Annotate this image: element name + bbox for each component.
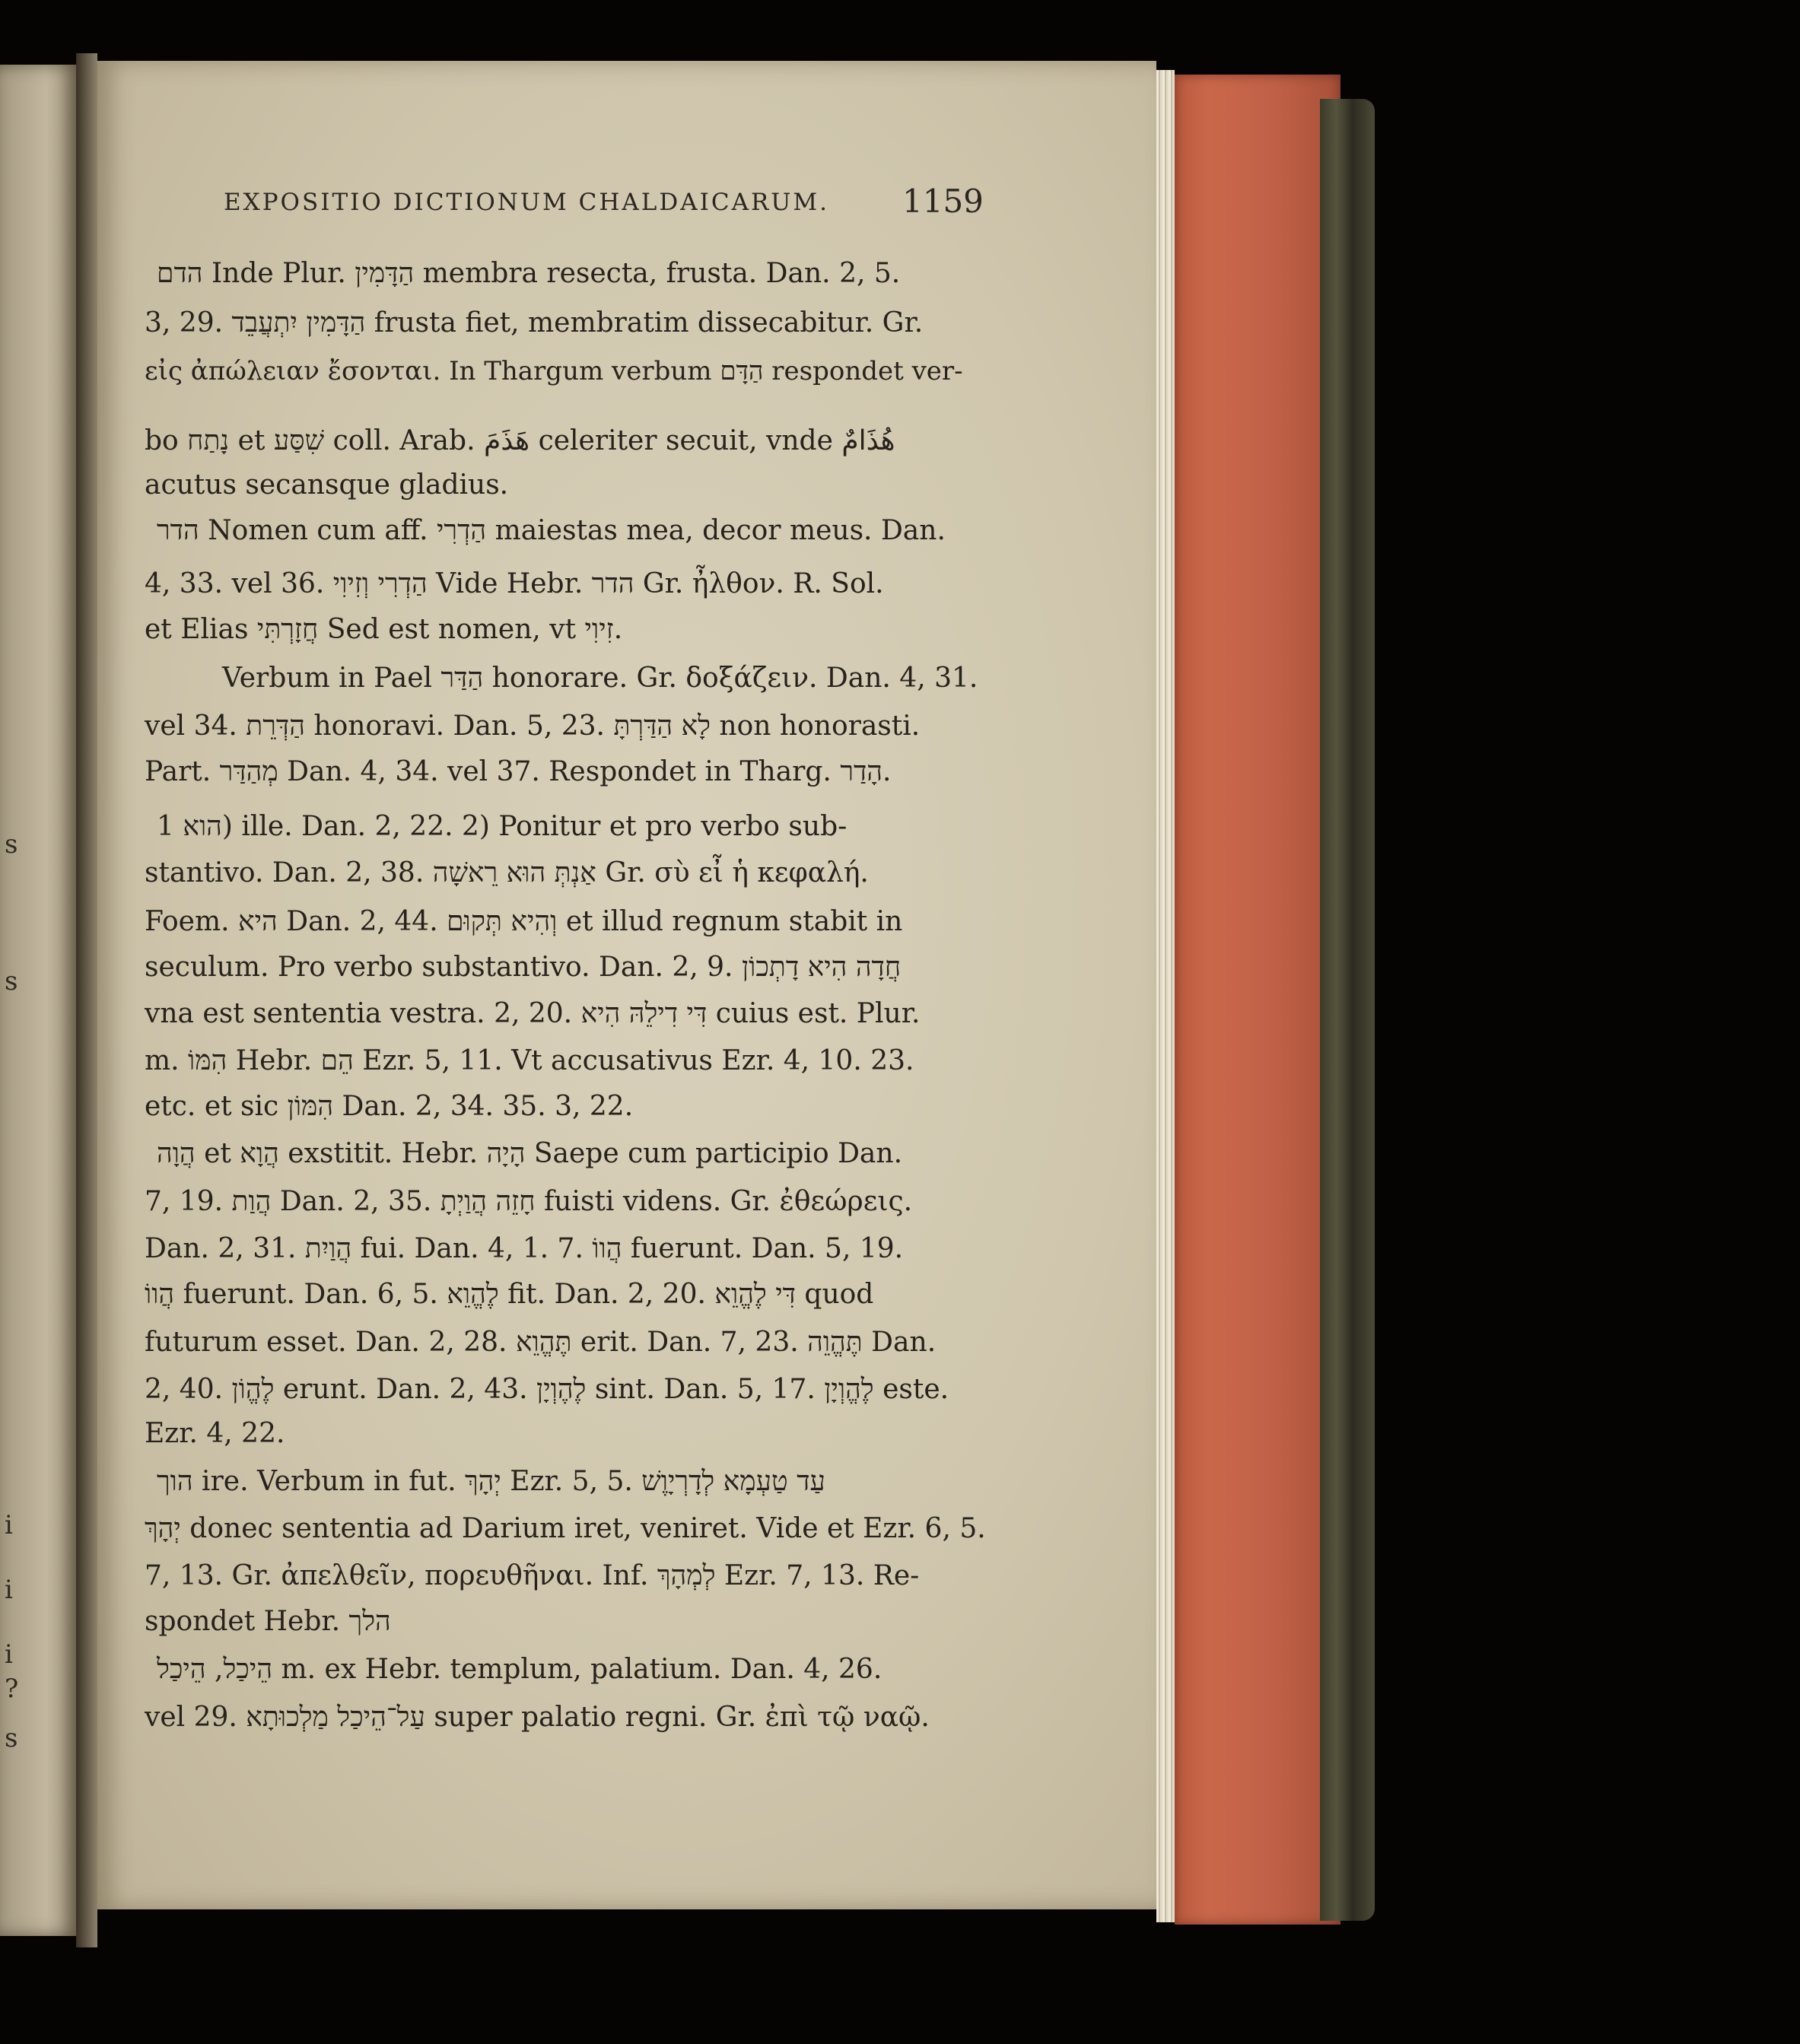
text-line: Foem. היא Dan. 2, 44. וְהִיא תְּקוּם et illud regnum stabit in — [145, 906, 903, 937]
text-line: 7, 19. הֲוַת Dan. 2, 35. חָזֵה הֲוַיְתָ fuisti videns. Gr. ἐθεώρεις. — [145, 1186, 913, 1217]
text-line: הֲווֹ fuerunt. Dan. 6, 5. לֶהֱוֵא fit. Dan. 2, 20. דִּי לֶהֱוֵא quod — [145, 1279, 874, 1310]
red-fore-edge — [1175, 75, 1340, 1925]
text-line: vna est sententia vestra. 2, 20. דִּי דִילֵהּ הִיא cuius est. Plur. — [145, 998, 921, 1029]
text-line: הדר Nomen cum aff. הַדְרִי maiestas mea, decor meus. Dan. — [157, 515, 946, 546]
running-header: EXPOSITIO DICTIONUM CHALDAICARUM. — [224, 189, 830, 216]
text-line: spondet Hebr. הלך — [145, 1606, 391, 1637]
margin-mark: i — [5, 1510, 13, 1540]
margin-mark: i — [5, 1575, 13, 1605]
text-line: הֲוָה et הֲוָא exstitit. Hebr. הָיָה Saepe cum participio Dan. — [157, 1138, 903, 1169]
page-number: 1159 — [902, 183, 984, 220]
text-line: stantivo. Dan. 2, 38. אַנְתְּ הוּא רֵאשָׁה Gr. σὺ εἶ ἡ κεφαλή. — [145, 857, 869, 888]
text-line: Ezr. 4, 22. — [145, 1418, 285, 1449]
margin-mark: i — [5, 1639, 13, 1670]
text-line: יְהָךְ donec sententia ad Darium iret, veniret. Vide et Ezr. 6, 5. — [145, 1513, 986, 1544]
text-line: vel 29. עַל־הֵיכַל מַלְכוּתָא super palatio regni. Gr. ἐπὶ τῷ ναῷ. — [145, 1702, 930, 1733]
text-line: Dan. 2, 31. הֲוַיִת fui. Dan. 4, 1. 7. הֲווֹ fuerunt. Dan. 5, 19. — [145, 1233, 904, 1264]
text-line: 3, 29. הַדָּמִין יִתְעֲבֵד frusta fiet, membratim dissecabitur. Gr. — [145, 307, 924, 339]
page-stack-edges — [1156, 70, 1175, 1922]
text-line: acutus secansque gladius. — [145, 469, 509, 501]
text-line: futurum esset. Dan. 2, 28. תֶּהֱוֵא erit. Dan. 7, 23. תֶּהֱוֵה Dan. — [145, 1327, 937, 1358]
book-gutter — [76, 53, 97, 1947]
margin-mark: s — [5, 966, 18, 997]
text-line: et Elias חֲזָרְתִּי Sed est nomen, vt זִיוִי. — [145, 614, 623, 645]
text-line: vel 34. הַדְּרֵת honoravi. Dan. 5, 23. לָא הַדַּרְתָּ non honorasti. — [145, 710, 921, 742]
text-line: etc. et sic הִמּוֹן Dan. 2, 34. 35. 3, 22. — [145, 1091, 634, 1122]
margin-mark: s — [5, 829, 18, 860]
margin-mark: s — [5, 1723, 18, 1753]
text-line: הדם Inde Plur. הַדָּמִין membra resecta, frusta. Dan. 2, 5. — [157, 258, 901, 289]
text-line: הוא 1) ille. Dan. 2, 22. 2) Ponitur et pro verbo sub- — [157, 811, 848, 842]
text-line: הוך ire. Verbum in fut. יְהָךְ Ezr. 5, 5. עַד טַעְמָא לְדָרְיָוֶשׁ — [157, 1466, 825, 1497]
text-line: seculum. Pro verbo substantivo. Dan. 2, 9. חֲדָה הִיא דָתְכוֹן — [145, 952, 902, 983]
text-line: bo נָתַח et שִׁסַּע coll. Arab. هَذَمَ celeriter secuit, vnde هُذَامٌ — [145, 425, 895, 456]
text-line: 2, 40. לֶהֱוֹן erunt. Dan. 2, 43. לֶהֶוְיָן sint. Dan. 5, 17. לֶהֱוְיָן este. — [145, 1374, 949, 1405]
margin-mark: ? — [5, 1674, 19, 1704]
text-line: הֵיכַל, הֵיכַל m. ex Hebr. templum, palatium. Dan. 4, 26. — [157, 1654, 883, 1685]
text-line: m. הִמּוֹ Hebr. הֵם Ezr. 5, 11. Vt accusativus Ezr. 4, 10. 23. — [145, 1045, 914, 1076]
text-line: εἰς ἀπώλειαν ἔσονται. In Thargum verbum הַדָּם respondet ver- — [145, 356, 963, 386]
text-line: Part. מְהַדַּר Dan. 4, 34. vel 37. Respondet in Tharg. הָדַר. — [145, 756, 892, 787]
left-page-edge — [0, 65, 76, 1936]
text-line: Verbum in Pael הַדַּר honorare. Gr. δοξάζειν. Dan. 4, 31. — [222, 663, 978, 694]
text-line: 4, 33. vel 36. הַדְרִי וְזִיוִי Vide Hebr. הדר Gr. ἦλθον. R. Sol. — [145, 568, 884, 599]
text-line: 7, 13. Gr. ἀπελθεῖν, πορευθῆναι. Inf. לְמְהָךְ Ezr. 7, 13. Re- — [145, 1560, 920, 1591]
book-cover-edge — [1320, 99, 1375, 1921]
